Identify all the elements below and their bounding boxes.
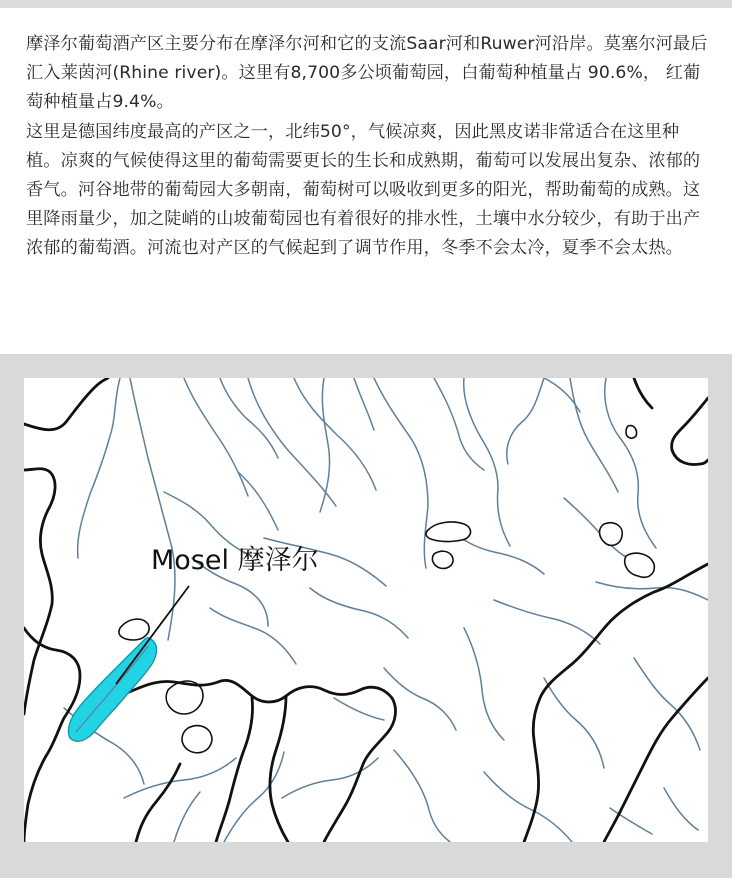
map-drawing xyxy=(24,378,708,842)
mosel-region-map xyxy=(24,378,708,842)
lake-outlines xyxy=(119,426,654,753)
paragraph-mosel-climate: 这里是德国纬度最高的产区之一，北纬50°，气候凉爽，因此黑皮诺非常适合在这里种植。凉爽的气候使得这里的葡萄需要更长的生长和成熟期，葡萄可以发展出复杂、浓郁的香气。河谷地带的葡萄园大多朝南，葡萄树可以吸收到更多的阳光，帮助葡萄的成熟。这里降雨量少，加之陡峭的山坡葡萄园也有着很好的排水性，土壤中水分较少，有助于出产浓郁的葡萄酒。河流也对产区的气候起到了调节作用，冬季不会太冷，夏季不会太热。 xyxy=(26,121,701,259)
border-lines xyxy=(24,378,708,842)
article-text xyxy=(26,30,710,264)
river-lines xyxy=(64,378,708,842)
top-divider-strip xyxy=(0,0,732,8)
mosel-region-label: Mosel 摩泽尔 xyxy=(151,545,319,576)
paragraph-mosel-overview: 摩泽尔葡萄酒产区主要分布在摩泽尔河和它的支流Saar河和Ruwer河沿岸。莫塞尔河最后汇入莱茵河(Rhine river)。这里有8,700多公顷葡萄园，白葡萄种植量占 90.6%， 红葡萄种植量占9.4%。 xyxy=(26,34,708,113)
map-frame xyxy=(0,354,732,878)
